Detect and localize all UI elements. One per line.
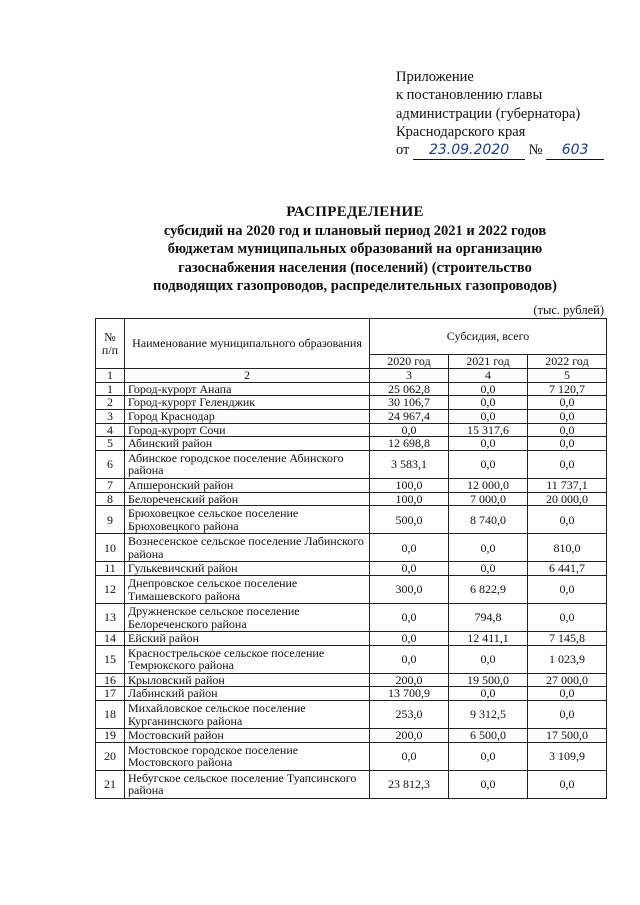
table-row: [96, 729, 607, 743]
table-row: [96, 562, 607, 576]
row-number: 17: [96, 687, 125, 701]
subsidy-2020: 200,0: [370, 729, 449, 743]
table-row: [96, 701, 607, 729]
appendix-block: [396, 68, 604, 160]
table-row: [96, 604, 607, 632]
row-number: 9: [96, 506, 125, 534]
subsidy-2021: 19 500,0: [449, 673, 528, 687]
municipality-name: Краснострельское сельское поселение Темрюкского района: [125, 645, 370, 673]
table-row: [96, 492, 607, 506]
row-number: 13: [96, 604, 125, 632]
municipality-name: Апшеронский район: [125, 478, 370, 492]
subsidy-2020: 300,0: [370, 576, 449, 604]
header-subsidy: Субсидия, всего: [370, 319, 607, 355]
row-number: 21: [96, 770, 125, 798]
municipality-name: Гулькевичский район: [125, 562, 370, 576]
subsidy-2022: 0,0: [528, 701, 607, 729]
table-index-row: [96, 369, 607, 383]
row-number: 8: [96, 492, 125, 506]
subsidy-2022: 3 109,9: [528, 742, 607, 770]
date-field: [413, 141, 525, 160]
municipality-name: Город-курорт Анапа: [125, 382, 370, 396]
subsidy-2022: 0,0: [528, 770, 607, 798]
table-header-row: [96, 319, 607, 355]
subsidy-2021: 794,8: [449, 604, 528, 632]
date-prefix: от: [396, 142, 410, 159]
column-index: 4: [449, 369, 528, 383]
subsidy-2021: 12 000,0: [449, 478, 528, 492]
subsidy-2021: 0,0: [449, 770, 528, 798]
subsidy-2020: 30 106,7: [370, 396, 449, 410]
municipality-name: Город-курорт Геленджик: [125, 396, 370, 410]
table-row: [96, 645, 607, 673]
subsidy-2020: 23 812,3: [370, 770, 449, 798]
subsidy-2020: 25 062,8: [370, 382, 449, 396]
row-number: 14: [96, 632, 125, 646]
municipality-name: Мостовское городское поселение Мостовского района: [125, 742, 370, 770]
number-field: [546, 141, 604, 160]
decree-date-line: [396, 141, 604, 160]
municipality-name: Днепровское сельское поселение Тимашевского района: [125, 576, 370, 604]
column-index: 5: [528, 369, 607, 383]
subsidy-2022: 17 500,0: [528, 729, 607, 743]
subsidy-2021: 0,0: [449, 534, 528, 562]
municipality-name: Город-курорт Сочи: [125, 423, 370, 437]
subsidy-2020: 253,0: [370, 701, 449, 729]
municipality-name: Ейский район: [125, 632, 370, 646]
subsidy-2020: 0,0: [370, 423, 449, 437]
subsidy-table-body: [96, 319, 607, 799]
subsidy-2022: 0,0: [528, 604, 607, 632]
handwritten-date: 23.09.2020: [428, 142, 510, 159]
row-number: 5: [96, 437, 125, 451]
subsidy-2022: 27 000,0: [528, 673, 607, 687]
row-number: 7: [96, 478, 125, 492]
subsidy-2021: 0,0: [449, 450, 528, 478]
subsidy-2021: 0,0: [449, 437, 528, 451]
municipality-name: Дружненское сельское поселение Белореченского района: [125, 604, 370, 632]
column-index: 1: [96, 369, 125, 383]
row-number: 18: [96, 701, 125, 729]
subsidy-2021: 0,0: [449, 645, 528, 673]
subsidy-2022: 6 441,7: [528, 562, 607, 576]
municipality-name: Город Краснодар: [125, 409, 370, 423]
subsidy-2021: 6 500,0: [449, 729, 528, 743]
subsidy-2022: 0,0: [528, 396, 607, 410]
row-number: 11: [96, 562, 125, 576]
title-line: бюджетам муниципальных образований на организацию: [167, 241, 543, 257]
subsidy-2022: 1 023,9: [528, 645, 607, 673]
subsidy-2020: 0,0: [370, 562, 449, 576]
municipality-name: Небугское сельское поселение Туапсинского района: [125, 770, 370, 798]
title-heading: РАСПРЕДЕЛЕНИЕ: [286, 204, 424, 220]
table-row: [96, 770, 607, 798]
row-number: 19: [96, 729, 125, 743]
subsidy-2020: 0,0: [370, 632, 449, 646]
column-index: 2: [125, 369, 370, 383]
subsidy-2021: 7 000,0: [449, 492, 528, 506]
row-number: 1: [96, 382, 125, 396]
municipality-name: Крыловский район: [125, 673, 370, 687]
subsidy-2020: 0,0: [370, 742, 449, 770]
table-row: [96, 423, 607, 437]
subsidy-2022: 7 120,7: [528, 382, 607, 396]
appendix-line: к постановлению главы: [396, 87, 543, 104]
row-number: 2: [96, 396, 125, 410]
appendix-line: Приложение: [396, 69, 474, 85]
row-number: 12: [96, 576, 125, 604]
table-row: [96, 409, 607, 423]
table-row: [96, 450, 607, 478]
table-row: [96, 742, 607, 770]
subsidy-2022: 0,0: [528, 687, 607, 701]
subsidy-2020: 500,0: [370, 506, 449, 534]
subsidy-2020: 0,0: [370, 534, 449, 562]
table-row: [96, 673, 607, 687]
subsidy-2020: 100,0: [370, 478, 449, 492]
municipality-name: Мостовский район: [125, 729, 370, 743]
table-row: [96, 632, 607, 646]
row-number: 3: [96, 409, 125, 423]
title-line: субсидий на 2020 год и плановый период 2021 и 2022 годов: [163, 222, 547, 239]
subsidy-2020: 12 698,8: [370, 437, 449, 451]
subsidy-2022: 0,0: [528, 450, 607, 478]
subsidy-2022: 20 000,0: [528, 492, 607, 506]
municipality-name: Михайловское сельское поселение Курганинского района: [125, 701, 370, 729]
row-number: 10: [96, 534, 125, 562]
subsidy-2020: 3 583,1: [370, 450, 449, 478]
header-name: Наименование муниципального образования: [125, 319, 370, 369]
municipality-name: Абинское городское поселение Абинского района: [125, 450, 370, 478]
subsidy-2022: 7 145,8: [528, 632, 607, 646]
subsidy-2020: 100,0: [370, 492, 449, 506]
header-year: 2020 год: [370, 355, 449, 369]
municipality-name: Белореченский район: [125, 492, 370, 506]
subsidy-2021: 9 312,5: [449, 701, 528, 729]
subsidy-2020: 24 967,4: [370, 409, 449, 423]
subsidy-2022: 0,0: [528, 437, 607, 451]
number-prefix: №: [528, 142, 543, 159]
title-line: газоснабжения населения (поселений) (строительство: [178, 259, 532, 276]
handwritten-number: 603: [561, 142, 589, 159]
subsidy-2022: 11 737,1: [528, 478, 607, 492]
table-row: [96, 396, 607, 410]
municipality-name: Лабинский район: [125, 687, 370, 701]
subsidy-2022: 0,0: [528, 576, 607, 604]
subsidy-2020: 0,0: [370, 604, 449, 632]
title-line: подводящих газопроводов, распределительных газопроводов): [153, 278, 557, 294]
table-row: [96, 506, 607, 534]
table-row: [96, 382, 607, 396]
municipality-name: Брюховецкое сельское поселение Брюховецкого района: [125, 506, 370, 534]
subsidy-2020: 0,0: [370, 645, 449, 673]
subsidy-2021: 0,0: [449, 382, 528, 396]
subsidy-2021: 12 411,1: [449, 632, 528, 646]
document-title: [95, 203, 615, 296]
subsidy-2022: 0,0: [528, 409, 607, 423]
units-label: (тыс. рублей): [533, 303, 604, 317]
subsidy-2020: 13 700,9: [370, 687, 449, 701]
row-number: 20: [96, 742, 125, 770]
subsidy-2022: 0,0: [528, 506, 607, 534]
row-number: 6: [96, 450, 125, 478]
subsidy-2021: 0,0: [449, 687, 528, 701]
row-number: 16: [96, 673, 125, 687]
table-row: [96, 576, 607, 604]
table-row: [96, 687, 607, 701]
subsidy-2021: 0,0: [449, 562, 528, 576]
subsidy-2021: 0,0: [449, 409, 528, 423]
appendix-line: Краснодарского края: [396, 123, 526, 140]
subsidy-2021: 0,0: [449, 396, 528, 410]
header-year: 2021 год: [449, 355, 528, 369]
subsidy-2021: 8 740,0: [449, 506, 528, 534]
subsidy-2021: 0,0: [449, 742, 528, 770]
table-row: [96, 478, 607, 492]
row-number: 15: [96, 645, 125, 673]
municipality-name: Вознесенское сельское поселение Лабинского района: [125, 534, 370, 562]
appendix-line: администрации (губернатора): [396, 105, 581, 122]
subsidy-2020: 200,0: [370, 673, 449, 687]
subsidy-2021: 15 317,6: [449, 423, 528, 437]
subsidy-2021: 6 822,9: [449, 576, 528, 604]
subsidy-2022: 810,0: [528, 534, 607, 562]
row-number: 4: [96, 423, 125, 437]
subsidy-2022: 0,0: [528, 423, 607, 437]
header-year: 2022 год: [528, 355, 607, 369]
column-index: 3: [370, 369, 449, 383]
header-number: № п/п: [96, 319, 125, 369]
subsidy-table: [95, 318, 607, 799]
table-row: [96, 437, 607, 451]
municipality-name: Абинский район: [125, 437, 370, 451]
table-row: [96, 534, 607, 562]
